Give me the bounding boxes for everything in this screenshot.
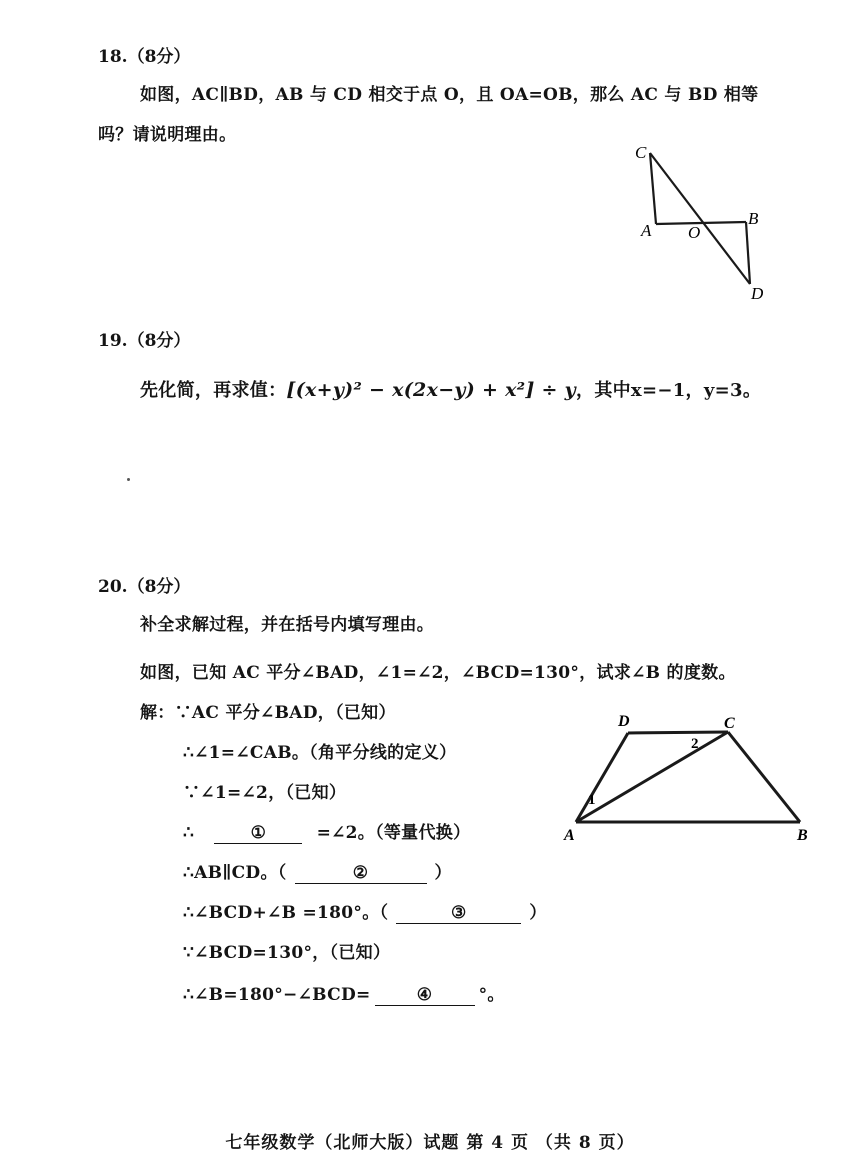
q20-step4 [183,818,470,844]
q20-step8-suffix: °。 [478,985,505,1005]
q20-header: 20.（8分） [98,577,191,597]
q18-label-b: B [748,209,759,228]
q18-segment-ab [656,222,746,224]
q20-blank-1[interactable]: ① [214,823,302,844]
q18-segment-bd [746,222,750,284]
q18-text-line1: 如图，AC∥BD，AB 与 CD 相交于点 O，且 OA=OB，那么 AC 与 BD 相等 [140,85,759,105]
q18-label-c: C [635,143,647,162]
q20-step8 [183,980,505,1006]
q20-label-b: B [797,827,808,844]
stray-dot [127,478,130,481]
q18-segment-ca [650,153,656,224]
q20-step6 [183,898,547,924]
q20-step3: ∵∠1=∠2，（已知） [183,783,347,803]
q20-segment-da [576,733,628,822]
q19-problem [140,376,761,402]
q20-blank-2[interactable]: ② [295,863,427,884]
q20-segment-ac [576,732,728,822]
q20-step6-prefix: ∴∠BCD+∠B =180°。（ [183,903,389,923]
q18-label-o: O [688,223,701,242]
q20-figure [560,708,820,848]
q20-step4-suffix: =∠2。（等量代换） [316,823,471,843]
q19-header: 19.（8分） [98,331,191,351]
q18-label-d: D [751,284,764,303]
q20-step6-suffix: ） [529,903,547,923]
page-footer: 七年级数学（北师大版）试题 第 4 页 （共 8 页） [225,1133,635,1153]
q20-angle-1-label: 1 [588,792,596,808]
q20-step5 [183,858,452,884]
q18-figure [630,140,780,305]
q20-label-a: A [564,827,575,844]
q19-suffix: ，其中x=−1，y=3。 [576,380,762,401]
q20-step8-prefix: ∴∠B=180°−∠BCD= [183,985,371,1005]
q20-label-d: D [618,713,630,730]
q20-step2: ∴∠1=∠CAB。（角平分线的定义） [183,743,457,763]
q18-text-line2: 吗？请说明理由。 [98,125,237,145]
q20-step1: 解：∵AC 平分∠BAD，（已知） [140,703,396,723]
q20-segment-cb [728,732,800,822]
q19-prefix: 先化简，再求值： [140,380,287,401]
q20-blank-3[interactable]: ③ [396,903,521,924]
q20-step5-prefix: ∴AB∥CD。（ [183,863,287,883]
q20-intro: 补全求解过程，并在括号内填写理由。 [140,615,435,635]
q18-label-a: A [641,221,652,240]
q20-step5-suffix: ） [434,863,452,883]
q20-segment-dc [628,732,728,733]
q18-header: 18.（8分） [98,47,191,67]
q20-angle-2-label: 2 [691,736,699,752]
q20-label-c: C [724,715,735,732]
q18-segment-cd [650,153,750,284]
q20-step7: ∵∠BCD=130°，（已知） [183,943,391,963]
q20-blank-4[interactable]: ④ [375,985,475,1006]
q19-expression: [(x+y)² − x(2x−y) + x²] ÷ y [286,379,577,401]
q20-step4-prefix: ∴ [183,823,195,843]
q20-problem: 如图，已知 AC 平分∠BAD，∠1=∠2，∠BCD=130°，试求∠B 的度数。 [140,663,736,683]
